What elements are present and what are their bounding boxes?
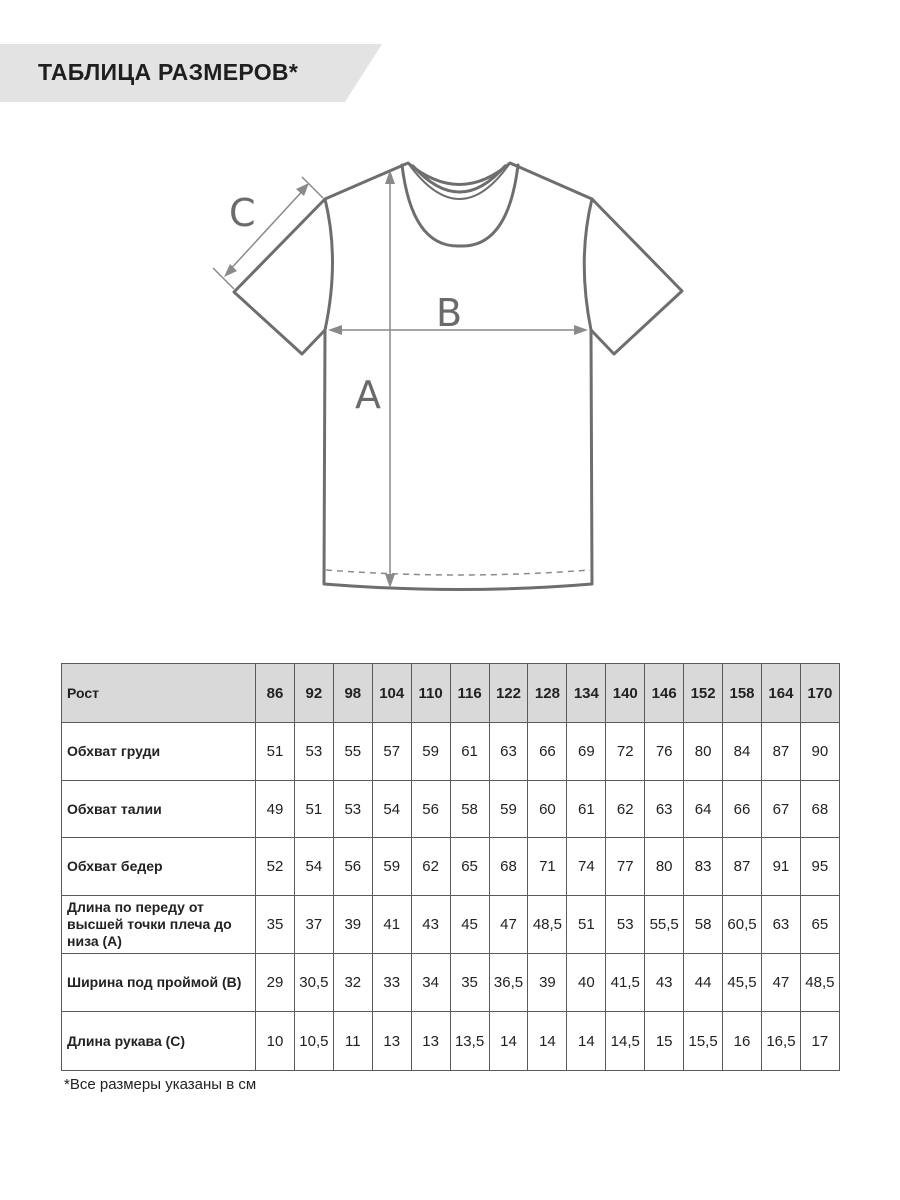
- label-b: B: [436, 291, 463, 335]
- table-cell: 91: [761, 838, 800, 896]
- table-cell: 69: [567, 723, 606, 781]
- arrow-b-right: [574, 325, 588, 335]
- title-banner: [0, 44, 382, 102]
- table-cell: 95: [800, 838, 839, 896]
- table-cell: 80: [684, 723, 723, 781]
- table-cell: 58: [450, 781, 489, 838]
- table-cell: 47: [761, 954, 800, 1012]
- table-cell: 34: [411, 954, 450, 1012]
- table-cell: 57: [372, 723, 411, 781]
- table-cell: 41: [372, 896, 411, 954]
- table-cell: 51: [567, 896, 606, 954]
- table-cell: 14: [489, 1012, 528, 1071]
- table-cell: 51: [294, 781, 333, 838]
- label-a: A: [355, 373, 381, 417]
- table-cell: 13,5: [450, 1012, 489, 1071]
- hem-line: [326, 570, 590, 575]
- table-cell: 60: [528, 781, 567, 838]
- page-title: ТАБЛИЦА РАЗМЕРОВ*: [38, 59, 299, 85]
- table-cell: 76: [645, 723, 684, 781]
- table-cell: 59: [411, 723, 450, 781]
- table-cell: 58: [684, 896, 723, 954]
- table-header-row: [62, 664, 840, 723]
- table-cell: 45: [450, 896, 489, 954]
- table-cell: 62: [411, 838, 450, 896]
- size-header-cell: 152: [684, 664, 723, 723]
- table-cell: 48,5: [528, 896, 567, 954]
- arrow-b-left: [328, 325, 342, 335]
- footnote: *Все размеры указаны в см: [64, 1076, 257, 1093]
- table-cell: 68: [489, 838, 528, 896]
- size-table: [61, 663, 840, 1071]
- table-cell: 53: [606, 896, 645, 954]
- arrow-a-bottom: [385, 574, 395, 588]
- size-header-cell: 104: [372, 664, 411, 723]
- right-sleeve-seam: [584, 199, 592, 330]
- table-cell: 55,5: [645, 896, 684, 954]
- table-cell: 29: [256, 954, 295, 1012]
- height-header-label: Рост: [62, 664, 256, 723]
- table-cell: 66: [528, 723, 567, 781]
- row-label: Длина рукава (С): [62, 1012, 256, 1071]
- size-header-cell: 122: [489, 664, 528, 723]
- table-cell: 14: [528, 1012, 567, 1071]
- size-header-cell: 158: [723, 664, 762, 723]
- tshirt-diagram: [0, 140, 900, 610]
- table-cell: 66: [723, 781, 762, 838]
- tshirt-outline: [234, 163, 682, 590]
- table-cell: 56: [411, 781, 450, 838]
- table-cell: 67: [761, 781, 800, 838]
- table-cell: 65: [450, 838, 489, 896]
- table-cell: 59: [489, 781, 528, 838]
- table-cell: 35: [450, 954, 489, 1012]
- label-c: C: [229, 191, 256, 235]
- size-header-cell: 134: [567, 664, 606, 723]
- table-cell: 84: [723, 723, 762, 781]
- table-cell: 51: [256, 723, 295, 781]
- table-cell: 80: [645, 838, 684, 896]
- table-cell: 83: [684, 838, 723, 896]
- table-cell: 15,5: [684, 1012, 723, 1071]
- table-cell: 11: [333, 1012, 372, 1071]
- table-cell: 63: [761, 896, 800, 954]
- arrow-c-top: [296, 183, 309, 196]
- table-cell: 17: [800, 1012, 839, 1071]
- size-header-cell: 128: [528, 664, 567, 723]
- table-cell: 30,5: [294, 954, 333, 1012]
- table-cell: 54: [372, 781, 411, 838]
- table-cell: 33: [372, 954, 411, 1012]
- table-cell: 43: [411, 896, 450, 954]
- table-row: [62, 896, 840, 954]
- table-row: [62, 838, 840, 896]
- table-cell: 41,5: [606, 954, 645, 1012]
- row-label: Ширина под проймой (B): [62, 954, 256, 1012]
- table-cell: 13: [372, 1012, 411, 1071]
- table-cell: 54: [294, 838, 333, 896]
- table-row: [62, 723, 840, 781]
- table-cell: 16,5: [761, 1012, 800, 1071]
- table-cell: 65: [800, 896, 839, 954]
- size-header-cell: 170: [800, 664, 839, 723]
- table-cell: 53: [294, 723, 333, 781]
- row-label: Обхват бедер: [62, 838, 256, 896]
- table-cell: 60,5: [723, 896, 762, 954]
- table-cell: 71: [528, 838, 567, 896]
- table-cell: 62: [606, 781, 645, 838]
- table-cell: 10,5: [294, 1012, 333, 1071]
- size-header-cell: 98: [333, 664, 372, 723]
- table-cell: 15: [645, 1012, 684, 1071]
- row-label: Обхват талии: [62, 781, 256, 838]
- table-cell: 13: [411, 1012, 450, 1071]
- size-header-cell: 116: [450, 664, 489, 723]
- table-cell: 52: [256, 838, 295, 896]
- table-cell: 14: [567, 1012, 606, 1071]
- table-cell: 56: [333, 838, 372, 896]
- row-label: Обхват груди: [62, 723, 256, 781]
- size-header-cell: 92: [294, 664, 333, 723]
- table-cell: 74: [567, 838, 606, 896]
- table-cell: 39: [528, 954, 567, 1012]
- table-cell: 55: [333, 723, 372, 781]
- table-cell: 49: [256, 781, 295, 838]
- collar-inner: [413, 166, 505, 192]
- arrow-c-bottom: [224, 264, 237, 277]
- table-cell: 35: [256, 896, 295, 954]
- table-cell: 43: [645, 954, 684, 1012]
- row-label: Длина по переду от высшей точки плеча до низа (А): [62, 896, 256, 954]
- table-cell: 61: [450, 723, 489, 781]
- table-cell: 14,5: [606, 1012, 645, 1071]
- table-cell: 63: [645, 781, 684, 838]
- table-row: [62, 781, 840, 838]
- table-cell: 87: [723, 838, 762, 896]
- table-cell: 53: [333, 781, 372, 838]
- table-cell: 32: [333, 954, 372, 1012]
- left-sleeve-seam: [325, 199, 333, 330]
- table-cell: 37: [294, 896, 333, 954]
- table-cell: 48,5: [800, 954, 839, 1012]
- collar-band: [408, 163, 510, 199]
- table-row: [62, 1012, 840, 1071]
- table-cell: 72: [606, 723, 645, 781]
- size-header-cell: 164: [761, 664, 800, 723]
- table-cell: 40: [567, 954, 606, 1012]
- size-header-cell: 86: [256, 664, 295, 723]
- table-cell: 44: [684, 954, 723, 1012]
- table-cell: 77: [606, 838, 645, 896]
- table-cell: 36,5: [489, 954, 528, 1012]
- table-cell: 10: [256, 1012, 295, 1071]
- size-header-cell: 146: [645, 664, 684, 723]
- size-header-cell: 140: [606, 664, 645, 723]
- table-cell: 90: [800, 723, 839, 781]
- size-header-cell: 110: [411, 664, 450, 723]
- table-row: [62, 954, 840, 1012]
- table-cell: 16: [723, 1012, 762, 1071]
- table-cell: 63: [489, 723, 528, 781]
- table-cell: 68: [800, 781, 839, 838]
- table-cell: 64: [684, 781, 723, 838]
- table-cell: 61: [567, 781, 606, 838]
- table-cell: 47: [489, 896, 528, 954]
- table-cell: 45,5: [723, 954, 762, 1012]
- table-cell: 87: [761, 723, 800, 781]
- table-cell: 59: [372, 838, 411, 896]
- table-cell: 39: [333, 896, 372, 954]
